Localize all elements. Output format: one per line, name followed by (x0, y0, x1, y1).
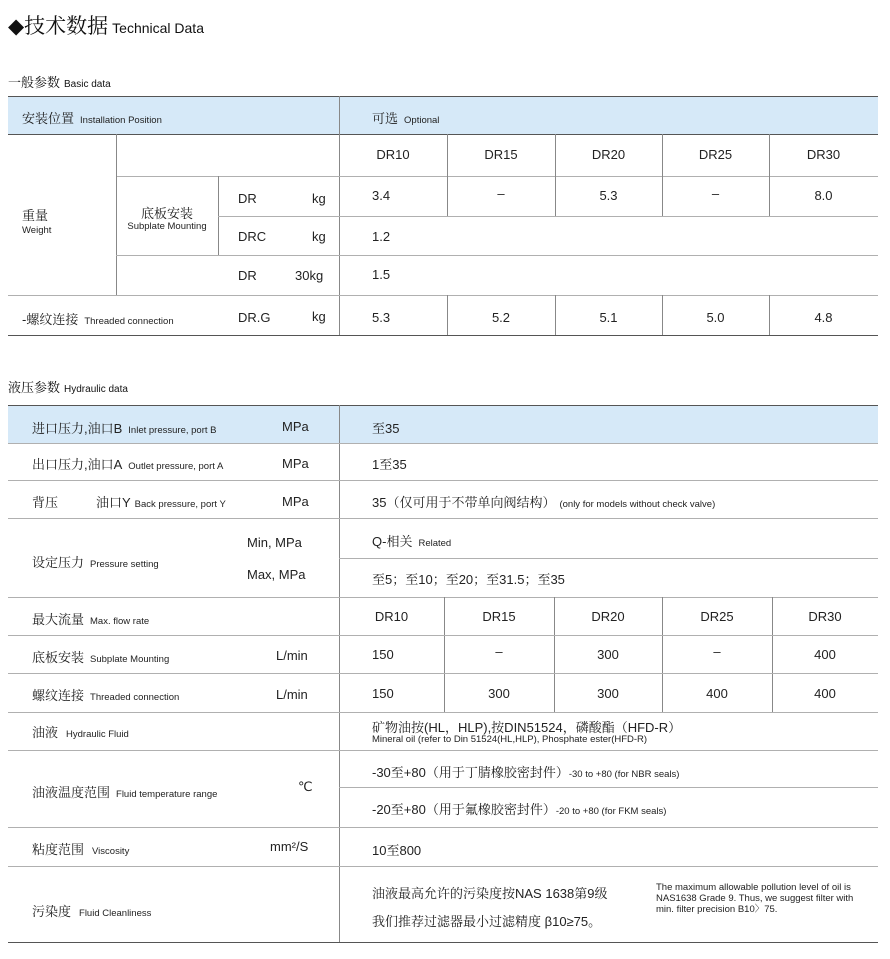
page-title: ◆技术数据 Technical Data (8, 15, 204, 38)
threaded-label: -螺纹连接 Threaded connection (22, 312, 174, 327)
size-header: DR15 (482, 609, 516, 624)
cleanliness-value-2: 我们推荐过滤器最小过滤精度 β10≥75。 (372, 914, 602, 929)
weight-value: 1.5 (372, 267, 391, 282)
weight-label-en: Weight (22, 225, 52, 236)
row-unit: kg (312, 309, 326, 324)
threaded-weight: 5.0 (706, 310, 725, 325)
weight-value: – (497, 186, 505, 201)
inlet-unit: MPa (282, 419, 309, 434)
threaded-weight: 5.2 (491, 310, 511, 325)
flow-value: – (495, 644, 503, 659)
flow-value: 150 (372, 686, 394, 701)
temperature-nbr: -30至+80（用于丁腈橡胶密封件）-30 to +80 (for NBR seals) (372, 765, 680, 780)
flow-value: 300 (488, 686, 510, 701)
subplate-label-cn: 底板安装 (140, 206, 193, 221)
row-unit: 30kg (295, 268, 324, 283)
cleanliness-label: 污染度 Fluid Cleanliness (32, 904, 152, 919)
threaded-weight: 5.3 (372, 310, 391, 325)
outlet-label: 出口压力,油口A Outlet pressure, port A (32, 457, 224, 472)
row-type: DR (238, 191, 257, 206)
weight-value: – (711, 186, 720, 201)
subplate-flow-label: 底板安装 Subplate Mounting (32, 650, 170, 665)
max-flow-label: 最大流量 Max. flow rate (32, 612, 150, 627)
back-pressure-unit: MPa (282, 494, 309, 509)
back-pressure-label: 背压 (32, 495, 59, 510)
size-header: DR10 (374, 609, 409, 624)
threaded-flow-label: 螺纹连接 Threaded connection (32, 688, 180, 703)
hydraulic-data-heading: 液压参数 Hydraulic data (8, 380, 128, 395)
diamond-bullet-icon: ◆ (8, 15, 25, 38)
weight-value: 8.0 (814, 188, 833, 203)
size-header: DR20 (591, 147, 626, 162)
row-type: DRC (238, 229, 267, 244)
installation-label: 安装位置 Installation Position (22, 111, 162, 126)
back-pressure-port: 油口Y Back pressure, port Y (96, 495, 226, 510)
size-header: DR15 (484, 147, 518, 162)
flow-value: 300 (597, 647, 619, 662)
inlet-label: 进口压力,油口B Inlet pressure, port B (32, 421, 217, 436)
fluid-value-cn: 矿物油按(HL，HLP),按DIN51524，磷酸酯（HFD-R） (372, 720, 682, 735)
outlet-value: 1至35 (372, 457, 407, 472)
viscosity-value: 10至800 (372, 843, 422, 858)
row-unit: kg (312, 229, 326, 244)
viscosity-unit: mm²/S (270, 839, 309, 854)
size-header: DR20 (591, 609, 625, 624)
flow-value: 400 (814, 647, 836, 662)
pressure-setting-label: 设定压力 Pressure setting (32, 555, 159, 570)
weight-value: 3.4 (372, 188, 391, 203)
basic-data-heading: 一般参数 Basic data (8, 75, 111, 90)
size-header: DR25 (698, 147, 733, 162)
subplate-flow-unit: L/min (276, 648, 308, 663)
outlet-unit: MPa (282, 456, 309, 471)
size-header: DR10 (376, 147, 410, 162)
weight-value: 5.3 (599, 188, 618, 203)
installation-value: 可选 Optional (372, 111, 440, 126)
row-type: DR.G (238, 310, 271, 325)
flow-value: 400 (814, 686, 836, 701)
flow-value: 150 (372, 647, 394, 662)
size-header: DR25 (700, 609, 734, 624)
subplate-label-en: Subplate Mounting (127, 221, 207, 232)
flow-value: 300 (597, 686, 619, 701)
threaded-weight: 4.8 (814, 310, 833, 325)
row-unit: kg (312, 191, 326, 206)
pressure-max-value: 至5；至10；至20；至31.5；至35 (372, 572, 565, 587)
threaded-weight: 5.1 (599, 310, 618, 325)
inlet-value: 至35 (372, 421, 400, 436)
cleanliness-note: The maximum allowable pollution level of oil is NAS1638 Grade 9. Thus, we suggest filter with min. filter precision B10〉75. (656, 882, 854, 915)
pressure-min-unit: Min, MPa (247, 535, 302, 550)
pressure-max-unit: Max, MPa (247, 567, 306, 582)
temperature-label: 油液温度范围 Fluid temperature range (32, 785, 218, 800)
row-type: DR (238, 268, 257, 283)
weight-label-cn: 重量 (22, 208, 49, 223)
flow-value: – (713, 644, 721, 659)
weight-value: 1.2 (372, 229, 391, 244)
fluid-value-en: Mineral oil (refer to Din 51524(HL,HLP), Phosphate ester(HFD-R) (372, 734, 648, 745)
temperature-fkm: -20至+80（用于氟橡胶密封件）-20 to +80 (for FKM seals) (372, 802, 667, 817)
threaded-flow-unit: L/min (276, 687, 308, 702)
fluid-label: 油液 Hydraulic Fluid (32, 725, 129, 740)
pressure-min-value: Q-相关 Related (372, 534, 452, 549)
viscosity-label: 粘度范围 Viscosity (32, 842, 130, 857)
temperature-unit: ℃ (298, 779, 313, 794)
back-pressure-value: 35（仅可用于不带单向阀结构） (only for models without check valve) (372, 495, 716, 510)
cleanliness-value-1: 油液最高允许的污染度按NAS 1638第9级 (372, 886, 608, 901)
size-header: DR30 (808, 609, 842, 624)
flow-value: 400 (706, 686, 728, 701)
size-header: DR30 (806, 147, 841, 162)
